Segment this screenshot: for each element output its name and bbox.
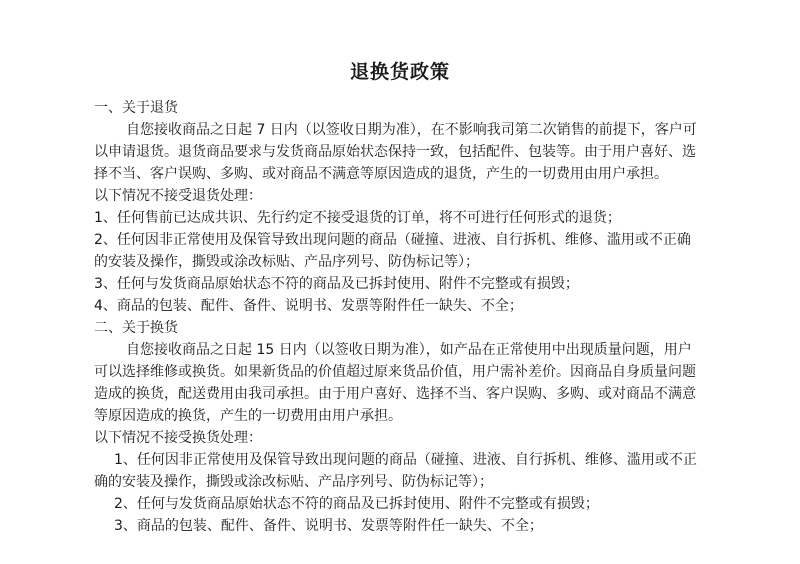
list-item-continuation: 确的安装及操作，撕毁或涂改标贴、产品序列号、防伪标记等）； — [94, 474, 493, 490]
section-heading-returns: 一、关于退货 — [94, 100, 178, 116]
paragraph-line: 造成的换货，配送费用由我司承担。由于用户喜好、选择不当、客户误购、多购、或对商品不满意 — [94, 386, 696, 402]
list-item: 3、任何与发货商品原始状态不符的商品及已拆封使用、附件不完整或有损毁； — [94, 276, 579, 292]
list-item: 2、任何与发货商品原始状态不符的商品及已拆封使用、附件不完整或有损毁； — [114, 496, 599, 512]
list-item-continuation: 的安装及操作，撕毁或涂改标贴、产品序列号、防伪标记等）； — [94, 254, 479, 270]
paragraph-line: 自您接收商品之日起 15 日内（以签收日期为准），如产品在正常使用中出现质量问题，用户 — [126, 342, 692, 358]
paragraph-line: 自您接收商品之日起 7 日内（以签收日期为准），在不影响我司第二次销售的前提下，客户可 — [126, 122, 697, 138]
list-item: 1、任何售前已达成共识、先行约定不接受退货的订单，将不可进行任何形式的退货； — [94, 210, 621, 226]
paragraph-line: 等原因造成的换货，产生的一切费用由用户承担。 — [94, 408, 402, 424]
subheading-no-exchanges: 以下情况不接受换货处理： — [94, 430, 262, 446]
list-item: 4、商品的包装、配件、备件、说明书、发票等附件任一缺失、不全； — [94, 298, 523, 314]
list-item: 2、任何因非正常使用及保管导致出现问题的商品（碰撞、进液、自行拆机、维修、滥用或不正确 — [94, 232, 691, 248]
paragraph-line: 可以选择维修或换货。如果新货品的价值超过原来货品价值，用户需补差价。因商品自身质量问题 — [94, 364, 696, 380]
page-title: 退换货政策 — [349, 61, 450, 83]
list-item: 1、任何因非正常使用及保管导致出现问题的商品（碰撞、进液、自行拆机、维修、滥用或不正 — [114, 452, 697, 468]
list-item: 3、商品的包装、配件、备件、说明书、发票等附件任一缺失、不全； — [114, 518, 543, 534]
section-heading-exchanges: 二、关于换货 — [94, 320, 178, 336]
paragraph-line: 择不当、客户误购、多购、或对商品不满意等原因造成的退货，产生的一切费用由用户承担。 — [94, 166, 668, 182]
subheading-no-returns: 以下情况不接受退货处理： — [94, 188, 262, 204]
paragraph-line: 以申请退货。退货商品要求与发货商品原始状态保持一致，包括配件、包装等。由于用户喜好、选 — [94, 144, 696, 160]
